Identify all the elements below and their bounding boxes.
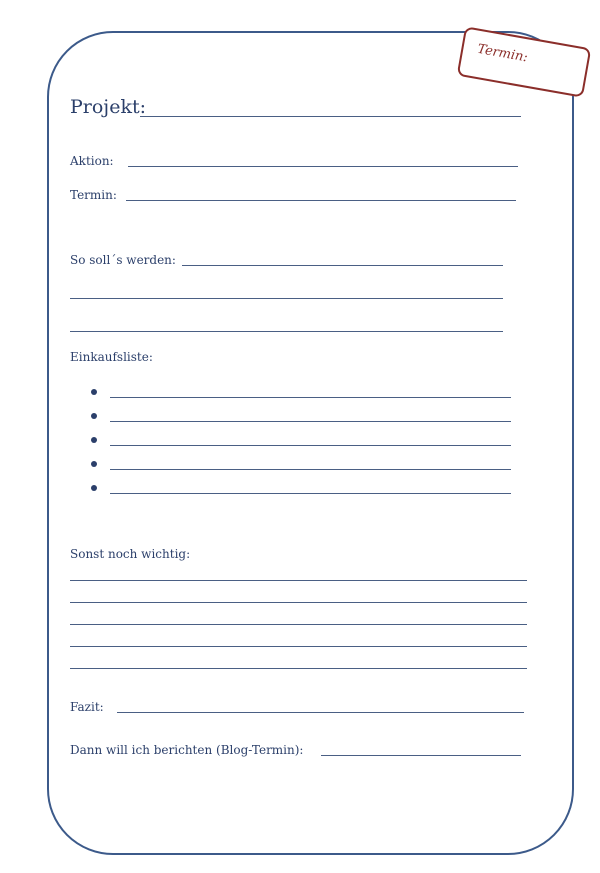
einkauf-field-3[interactable] — [110, 445, 511, 446]
bullet-2 — [91, 413, 97, 419]
einkauf-field-4[interactable] — [110, 469, 511, 470]
blog-label: Dann will ich berichten (Blog-Termin): — [70, 743, 304, 757]
termin-field[interactable] — [126, 200, 516, 201]
sonst-field-2[interactable] — [70, 602, 527, 603]
project-field[interactable] — [140, 116, 521, 117]
bullet-5 — [91, 485, 97, 491]
aktion-label: Aktion: — [70, 154, 114, 168]
soll-label: So soll´s werden: — [70, 253, 176, 267]
sonst-field-4[interactable] — [70, 646, 527, 647]
project-label: Projekt: — [70, 96, 146, 118]
form-frame — [47, 31, 574, 855]
bullet-1 — [91, 389, 97, 395]
soll-field-2[interactable] — [70, 298, 503, 299]
soll-field-1[interactable] — [182, 265, 503, 266]
bullet-3 — [91, 437, 97, 443]
sonst-label: Sonst noch wichtig: — [70, 547, 191, 561]
sonst-field-5[interactable] — [70, 668, 527, 669]
bullet-4 — [91, 461, 97, 467]
sonst-field-3[interactable] — [70, 624, 527, 625]
termin-label: Termin: — [70, 188, 117, 202]
einkauf-field-1[interactable] — [110, 397, 511, 398]
einkauf-label: Einkaufsliste: — [70, 350, 153, 364]
soll-field-3[interactable] — [70, 331, 503, 332]
einkauf-field-5[interactable] — [110, 493, 511, 494]
blog-field[interactable] — [321, 755, 521, 756]
termin-tag-label: Termin: — [476, 41, 529, 66]
einkauf-field-2[interactable] — [110, 421, 511, 422]
fazit-field[interactable] — [117, 712, 524, 713]
fazit-label: Fazit: — [70, 700, 104, 714]
aktion-field[interactable] — [128, 166, 518, 167]
sonst-field-1[interactable] — [70, 580, 527, 581]
